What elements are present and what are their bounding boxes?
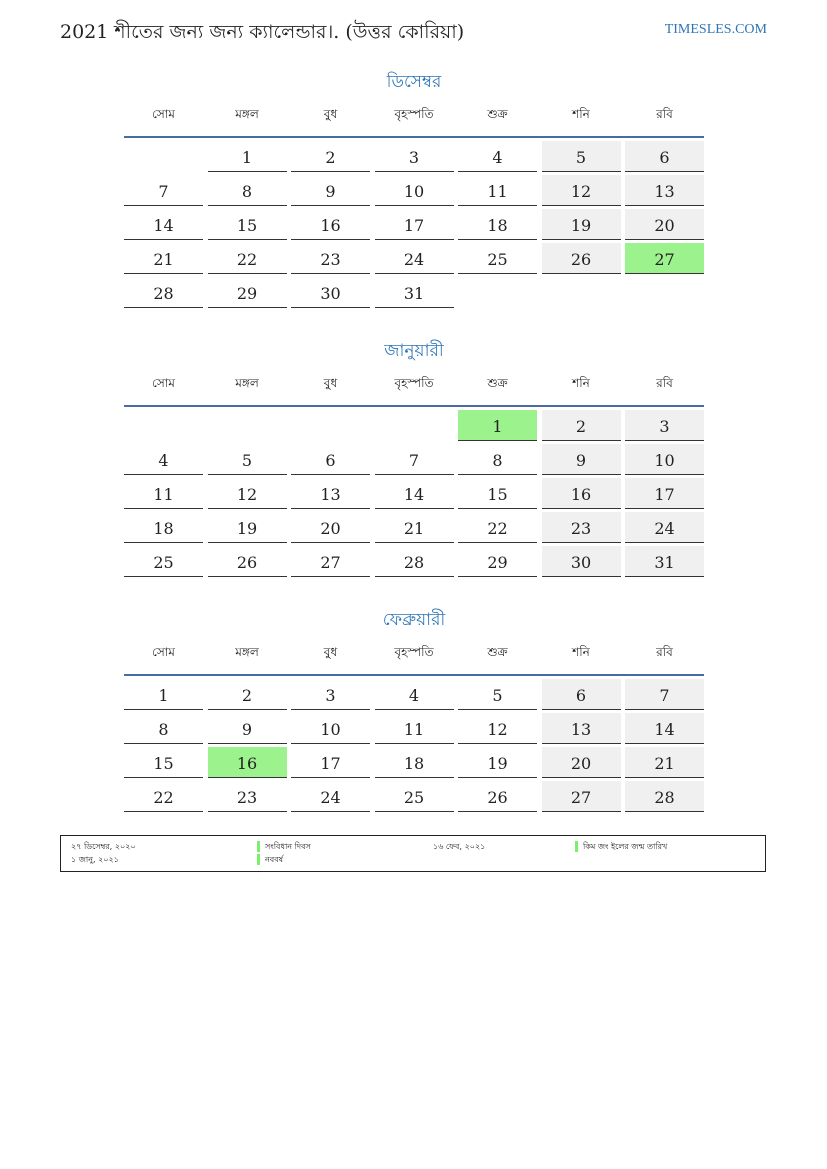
day-cell: 22 (208, 243, 287, 274)
legend-label: নববর্ষ (265, 855, 284, 864)
day-cell: 9 (291, 175, 370, 206)
weekday-label: রবি (656, 376, 673, 390)
day-cell: 25 (375, 781, 454, 812)
empty-cell (375, 410, 454, 441)
day-cell: 11 (124, 478, 203, 509)
legend-date: ২৭ ডিসেম্বর, ২০২০ (71, 842, 136, 851)
day-cell: 30 (542, 546, 621, 577)
day-cell: 13 (625, 175, 704, 206)
empty-cell (124, 410, 203, 441)
day-cell: 28 (375, 546, 454, 577)
holiday-day-cell: 1 (458, 410, 537, 441)
weekday-label: মঙ্গল (235, 645, 259, 659)
day-cell: 17 (625, 478, 704, 509)
day-cell: 2 (208, 679, 287, 710)
month-title: ফেব্রুয়ারী (382, 610, 446, 630)
weekday-label: শুক্র (487, 645, 508, 659)
weekday-label: বৃহস্পতি (394, 107, 434, 121)
day-cell: 7 (625, 679, 704, 710)
day-cell: 26 (542, 243, 621, 274)
holiday-day-cell: 27 (625, 243, 704, 274)
weekday-label: রবি (656, 645, 673, 659)
weekday-label: সোম (152, 645, 175, 659)
legend-date: ১৬ ফেব, ২০২১ (433, 842, 486, 851)
day-cell: 6 (291, 444, 370, 475)
legend-label: সংবিধান দিবস (265, 842, 311, 851)
weekday-label: রবি (656, 107, 673, 121)
month-grid (124, 679, 704, 812)
month-december (124, 68, 704, 308)
day-cell: 29 (458, 546, 537, 577)
page-title: 2021 শীতের জন্য জন্য ক্যালেন্ডার।. (উত্তর কোরিয়া) (60, 21, 465, 43)
day-cell: 12 (458, 713, 537, 744)
day-cell: 23 (208, 781, 287, 812)
day-cell: 21 (375, 512, 454, 543)
weekday-label: বুধ (323, 645, 338, 659)
day-cell: 27 (291, 546, 370, 577)
day-cell: 10 (375, 175, 454, 206)
day-cell: 1 (124, 679, 203, 710)
day-cell: 15 (458, 478, 537, 509)
day-cell: 15 (208, 209, 287, 240)
weekday-label: শনি (572, 645, 590, 659)
weekday-label: মঙ্গল (235, 376, 259, 390)
day-cell: 4 (124, 444, 203, 475)
legend-color-swatch (575, 841, 578, 852)
weekday-header (124, 634, 704, 676)
day-cell: 10 (291, 713, 370, 744)
day-cell: 26 (208, 546, 287, 577)
day-cell: 19 (542, 209, 621, 240)
weekday-label: শুক্র (487, 107, 508, 121)
empty-cell (124, 141, 203, 172)
legend-color-swatch (257, 854, 260, 865)
day-cell: 29 (208, 277, 287, 308)
holiday-legend (60, 835, 766, 872)
weekday-label: বৃহস্পতি (394, 645, 434, 659)
weekday-label: বুধ (323, 107, 338, 121)
day-cell: 27 (542, 781, 621, 812)
day-cell: 22 (458, 512, 537, 543)
holiday-day-cell: 16 (208, 747, 287, 778)
weekday-label: বুধ (323, 376, 338, 390)
day-cell: 3 (291, 679, 370, 710)
legend-label: কিম জং ইলের জন্ম তারিখ (583, 842, 668, 851)
legend-date: ১ জানু, ২০২১ (71, 855, 119, 864)
weekday-label: শনি (572, 107, 590, 121)
day-cell: 19 (458, 747, 537, 778)
day-cell: 13 (291, 478, 370, 509)
day-cell: 19 (208, 512, 287, 543)
day-cell: 8 (208, 175, 287, 206)
day-cell: 24 (291, 781, 370, 812)
day-cell: 16 (542, 478, 621, 509)
weekday-label: বৃহস্পতি (394, 376, 434, 390)
day-cell: 7 (124, 175, 203, 206)
day-cell: 5 (208, 444, 287, 475)
day-cell: 20 (291, 512, 370, 543)
day-cell: 23 (542, 512, 621, 543)
day-cell: 11 (458, 175, 537, 206)
day-cell: 28 (625, 781, 704, 812)
weekday-label: শুক্র (487, 376, 508, 390)
site-link[interactable]: TIMESLES.COM (664, 22, 767, 37)
weekday-label: মঙ্গল (235, 107, 259, 121)
day-cell: 1 (208, 141, 287, 172)
month-january (124, 337, 704, 577)
day-cell: 20 (542, 747, 621, 778)
day-cell: 8 (124, 713, 203, 744)
weekday-label: শনি (572, 376, 590, 390)
day-cell: 3 (375, 141, 454, 172)
day-cell: 9 (542, 444, 621, 475)
day-cell: 26 (458, 781, 537, 812)
weekday-label: সোম (152, 107, 175, 121)
day-cell: 18 (124, 512, 203, 543)
month-title: ডিসেম্বর (386, 72, 442, 92)
legend-color-swatch (257, 841, 260, 852)
day-cell: 2 (542, 410, 621, 441)
empty-cell (291, 410, 370, 441)
day-cell: 12 (208, 478, 287, 509)
day-cell: 17 (291, 747, 370, 778)
day-cell: 10 (625, 444, 704, 475)
day-cell: 5 (458, 679, 537, 710)
day-cell: 24 (375, 243, 454, 274)
day-cell: 14 (375, 478, 454, 509)
weekday-header (124, 365, 704, 407)
empty-cell (208, 410, 287, 441)
day-cell: 25 (458, 243, 537, 274)
day-cell: 6 (542, 679, 621, 710)
day-cell: 30 (291, 277, 370, 308)
day-cell: 13 (542, 713, 621, 744)
day-cell: 11 (375, 713, 454, 744)
month-grid (124, 141, 704, 308)
day-cell: 17 (375, 209, 454, 240)
day-cell: 20 (625, 209, 704, 240)
month-february (124, 606, 704, 812)
day-cell: 16 (291, 209, 370, 240)
day-cell: 18 (375, 747, 454, 778)
day-cell: 23 (291, 243, 370, 274)
day-cell: 22 (124, 781, 203, 812)
day-cell: 9 (208, 713, 287, 744)
day-cell: 2 (291, 141, 370, 172)
day-cell: 3 (625, 410, 704, 441)
month-title: জানুয়ারী (384, 341, 444, 361)
weekday-header (124, 96, 704, 138)
weekday-label: সোম (152, 376, 175, 390)
day-cell: 31 (625, 546, 704, 577)
day-cell: 4 (375, 679, 454, 710)
month-grid (124, 410, 704, 577)
day-cell: 14 (625, 713, 704, 744)
day-cell: 4 (458, 141, 537, 172)
day-cell: 21 (124, 243, 203, 274)
day-cell: 8 (458, 444, 537, 475)
day-cell: 6 (625, 141, 704, 172)
day-cell: 21 (625, 747, 704, 778)
day-cell: 5 (542, 141, 621, 172)
day-cell: 15 (124, 747, 203, 778)
day-cell: 18 (458, 209, 537, 240)
day-cell: 28 (124, 277, 203, 308)
day-cell: 25 (124, 546, 203, 577)
day-cell: 14 (124, 209, 203, 240)
day-cell: 7 (375, 444, 454, 475)
day-cell: 24 (625, 512, 704, 543)
day-cell: 31 (375, 277, 454, 308)
day-cell: 12 (542, 175, 621, 206)
